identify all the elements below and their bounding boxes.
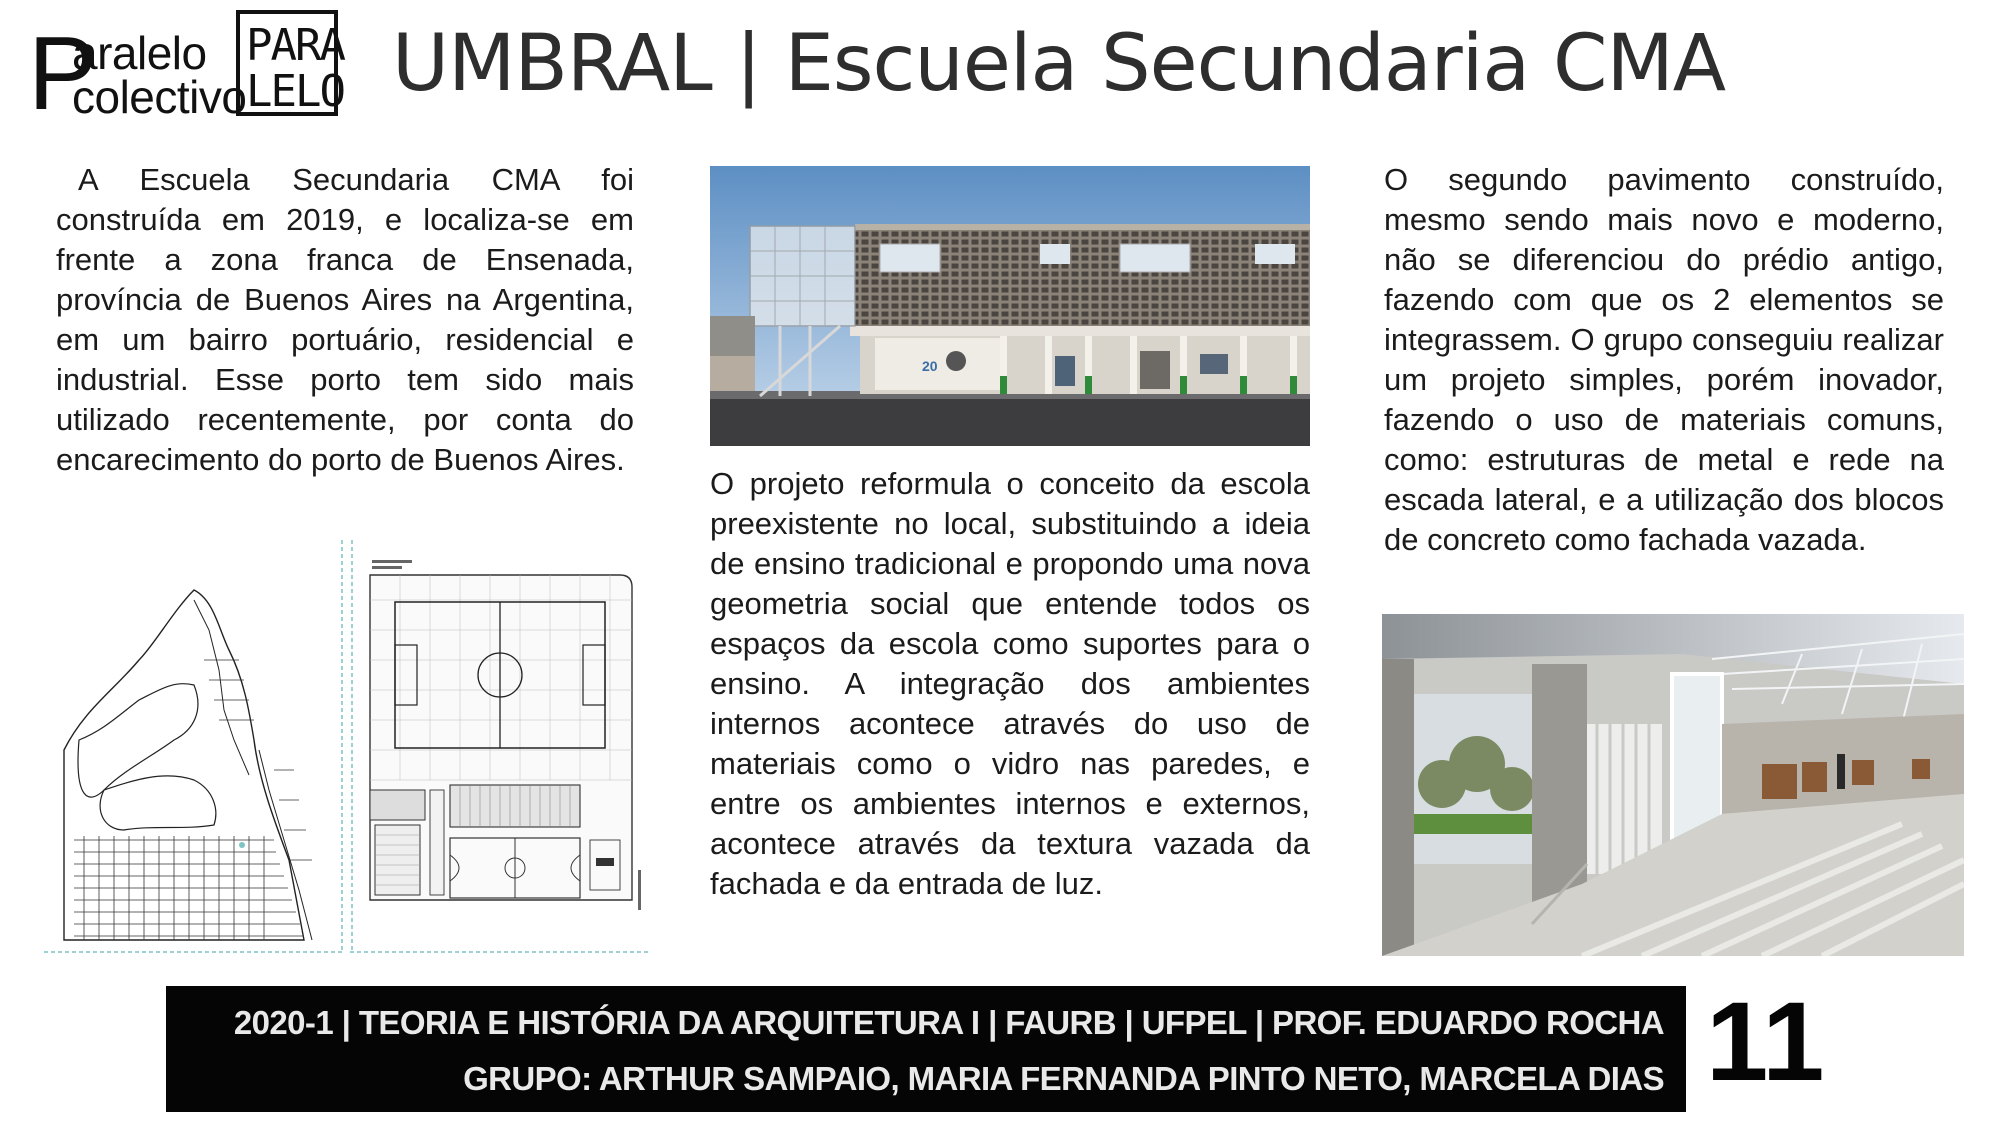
intro-paragraph: A Escuela Secundaria CMA foi construída em 2019, e localiza-se em frente a zona franca de Ensenada, província de Buenos Aires na Argentina, em um bairro portuário, residencial e industrial. Esse porto tem sido mais utilizado recentemente, por conta do encarecimento do porto de Buenos Aires. bbox=[56, 162, 634, 477]
analysis-paragraph: O segundo pavimento construído, mesmo sendo mais novo e moderno, não se diferenciou do prédio antigo, fazendo com que os 2 elementos se integrassem. O grupo conseguiu realizar um projeto simples, porém inovador, fazendo o uso de materiais comuns, como: estruturas de metal e rede na escada lateral, e a utilização dos blocos de concreto como fachada vazada. bbox=[1384, 162, 1944, 557]
concept-paragraph: O projeto reformula o conceito da escola preexistente no local, substituindo a ideia de ensino tradicional e propondo uma nova geometria social que entende todos os espaços da escola como suportes para o ensino. A integração dos ambientes internos acontece através do uso de materiais como o vidro nas paredes, e entre os ambientes internos e externos, acontece através da textura vazada da fachada e da entrada de luz. bbox=[710, 466, 1310, 901]
site-plan-drawing bbox=[350, 540, 650, 955]
logo-line-1: aralelo bbox=[72, 27, 207, 79]
logo-box-row-2: LELO bbox=[246, 66, 344, 117]
group-members: GRUPO: ARTHUR SAMPAIO, MARIA FERNANDA PINTO NETO, MARCELA DIAS bbox=[463, 1060, 1664, 1097]
logo-box-row-1: PARA bbox=[246, 20, 344, 71]
site-map-icon bbox=[44, 540, 344, 955]
course-info: 2020-1 | TEORIA E HISTÓRIA DA ARQUITETURA I | FAURB | UFPEL | PROF. EDUARDO ROCHA bbox=[233, 1004, 1664, 1041]
building-facade-icon bbox=[710, 166, 1310, 446]
logo-box bbox=[236, 10, 344, 117]
footer-bar bbox=[166, 986, 1686, 1112]
school-interior-photo bbox=[1382, 614, 1964, 956]
logo-line-2: colectivo bbox=[72, 71, 247, 123]
logo-wordmark bbox=[28, 16, 247, 132]
page-title: UMBRAL | Escuela Secundaria CMA bbox=[392, 19, 1726, 109]
site-map-drawing bbox=[44, 540, 344, 955]
page-number: 11 bbox=[1706, 979, 1825, 1104]
logo-letter: P bbox=[28, 16, 98, 132]
building-facade-photo bbox=[710, 166, 1310, 446]
school-interior-icon bbox=[1382, 614, 1964, 956]
site-plan-icon bbox=[350, 540, 650, 955]
svg-text:20: 20 bbox=[922, 358, 938, 374]
